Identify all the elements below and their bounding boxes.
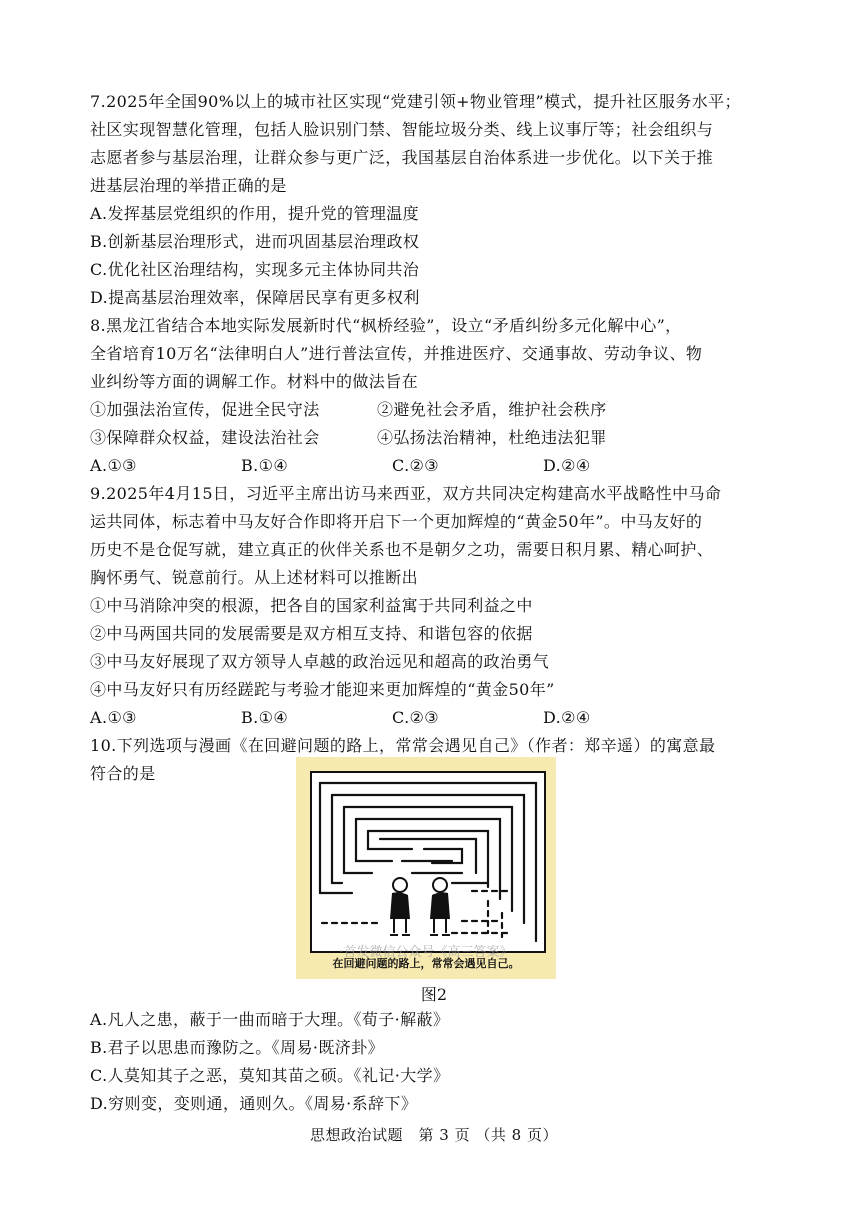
cartoon-caption: 在回避问题的路上，常常会遇见自己。 bbox=[332, 957, 520, 970]
q9-stem-line: 9.2025年4月15日，习近平主席出访马来西亚，双方共同决定构建高水平战略性中马命 bbox=[90, 484, 722, 503]
q10-option-b: B.君子以思患而豫防之。《周易·既济卦》 bbox=[90, 1038, 384, 1057]
q8-stem-line: 全省培育10万名“法律明白人”进行普法宣传，并推进医疗、交通事故、劳动争议、物 bbox=[90, 344, 703, 363]
q10-option-c: C.人莫知其子之恶，莫知其苗之硕。《礼记·大学》 bbox=[90, 1066, 450, 1085]
q7-stem-line: 7.2025年全国90%以上的城市社区实现“党建引领+物业管理”模式，提升社区服务水平； bbox=[90, 92, 741, 111]
q9-item-2: ②中马两国共同的发展需要是双方相互支持、和谐包容的依据 bbox=[90, 624, 533, 643]
person-left-icon bbox=[390, 878, 410, 935]
q7-option-b: B.创新基层治理形式，进而巩固基层治理政权 bbox=[90, 232, 420, 251]
q10-stem-line: 符合的是 bbox=[90, 764, 156, 783]
q7-stem-line: 进基层治理的举措正确的是 bbox=[90, 176, 287, 195]
q7-option-d: D.提高基层治理效率，保障居民享有更多权利 bbox=[90, 288, 420, 307]
page-footer: 思想政治试题 第 3 页 （共 8 页） bbox=[310, 1126, 558, 1144]
q9-item-4: ④中马友好只有历经蹉跎与考验才能迎来更加辉煌的“黄金50年” bbox=[90, 680, 555, 699]
q8-choice-a: A.①③ bbox=[90, 456, 137, 475]
q7-option-c: C.优化社区治理结构，实现多元主体协同共治 bbox=[90, 260, 420, 279]
q8-item-4: ④弘扬法治精神，杜绝违法犯罪 bbox=[377, 428, 607, 447]
q9-choices-row bbox=[90, 704, 790, 732]
q9-stem-line: 胸怀勇气、锐意前行。从上述材料可以推断出 bbox=[90, 568, 419, 587]
q8-item-2: ②避免社会矛盾，维护社会秩序 bbox=[377, 400, 607, 419]
q8-stem-line: 业纠纷等方面的调解工作。材料中的做法旨在 bbox=[90, 372, 419, 391]
maze-illustration bbox=[312, 773, 544, 951]
q8-item-1: ①加强法治宣传，促进全民守法 bbox=[90, 400, 320, 419]
q8-stem-line: 8.黑龙江省结合本地实际发展新时代“枫桥经验”，设立“矛盾纠纷多元化解中心”， bbox=[90, 316, 682, 335]
q9-choice-d: D.②④ bbox=[543, 708, 591, 727]
maze-cartoon-figure bbox=[296, 757, 556, 979]
q9-choice-c: C.②③ bbox=[392, 708, 440, 727]
q7-stem-line: 志愿者参与基层治理，让群众参与更广泛，我国基层自治体系进一步优化。以下关于推 bbox=[90, 148, 714, 167]
q9-choice-b: B.①④ bbox=[241, 708, 289, 727]
q9-stem-line: 历史不是仓促写就，建立真正的伙伴关系也不是朝夕之功，需要日积月累、精心呵护、 bbox=[90, 540, 714, 559]
watermark-text: ·首发微信公众号《高三答案》 bbox=[339, 945, 513, 960]
q8-choices-row bbox=[90, 452, 790, 480]
figure-label: 图2 bbox=[420, 985, 448, 1004]
q9-item-3: ③中马友好展现了双方领导人卓越的政治远见和超高的政治勇气 bbox=[90, 652, 550, 671]
q10-options bbox=[90, 1006, 790, 1118]
q8-choice-b: B.①④ bbox=[241, 456, 289, 475]
question-block bbox=[90, 88, 790, 788]
q9-item-1: ①中马消除冲突的根源，把各自的国家利益寓于共同利益之中 bbox=[90, 596, 533, 615]
q8-items-row bbox=[90, 396, 790, 424]
q10-stem-line: 10.下列选项与漫画《在回避问题的路上，常常会遇见自己》（作者：郑辛遥）的寓意最 bbox=[90, 736, 716, 755]
maze-drawing bbox=[310, 771, 546, 953]
q8-item-3: ③保障群众权益，建设法治社会 bbox=[90, 428, 320, 447]
q7-stem-line: 社区实现智慧化管理，包括人脸识别门禁、智能垃圾分类、线上议事厅等；社会组织与 bbox=[90, 120, 714, 139]
q10-option-a: A.凡人之患，蔽于一曲而暗于大理。《荀子·解蔽》 bbox=[90, 1010, 450, 1029]
q8-choice-d: D.②④ bbox=[543, 456, 591, 475]
person-right-icon bbox=[430, 878, 450, 935]
q8-items-row bbox=[90, 424, 790, 452]
q9-stem-line: 运共同体，标志着中马友好合作即将开启下一个更加辉煌的“黄金50年”。中马友好的 bbox=[90, 512, 703, 531]
q8-choice-c: C.②③ bbox=[392, 456, 440, 475]
q10-option-d: D.穷则变，变则通，通则久。《周易·系辞下》 bbox=[90, 1094, 418, 1113]
q7-option-a: A.发挥基层党组织的作用，提升党的管理温度 bbox=[90, 204, 420, 223]
q9-choice-a: A.①③ bbox=[90, 708, 137, 727]
